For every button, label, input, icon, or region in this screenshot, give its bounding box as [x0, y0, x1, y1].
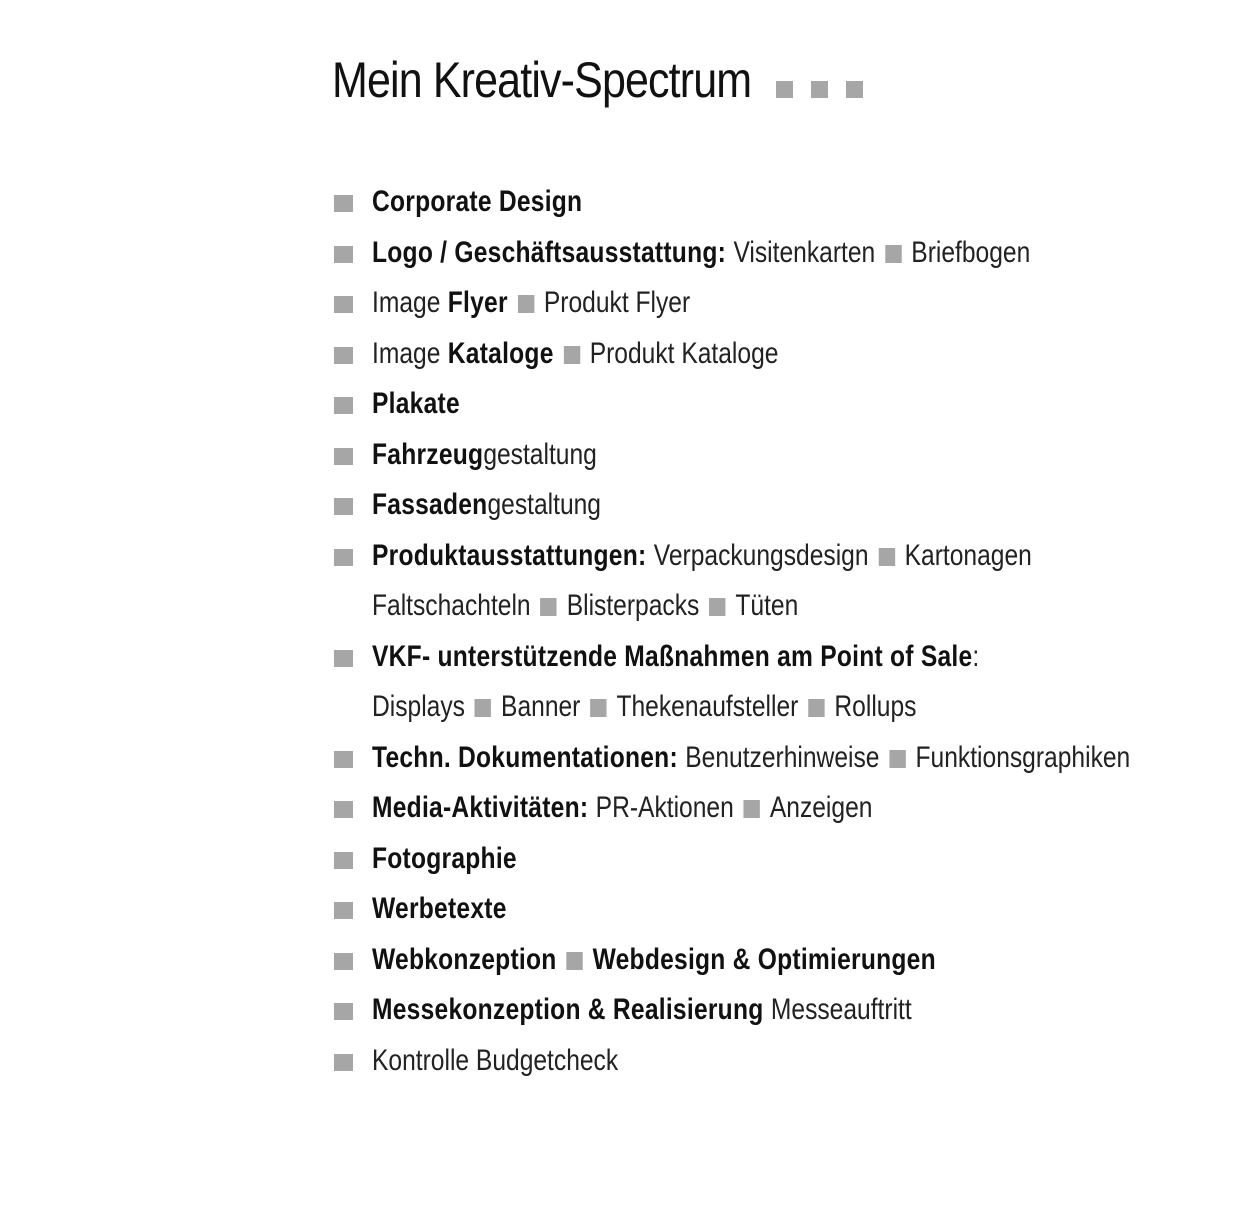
- square-bullet-icon: [334, 296, 353, 313]
- page-title: Mein Kreativ-Spectrum: [332, 52, 752, 108]
- square-icon: [776, 81, 793, 98]
- item-detail: Messeauftritt: [770, 993, 912, 1026]
- list-item-text: [372, 992, 912, 1028]
- list-item: [334, 378, 1234, 429]
- list-item: [334, 833, 1234, 884]
- list-item: [334, 479, 1234, 530]
- square-separator-icon: [590, 699, 606, 717]
- square-separator-icon: [744, 800, 760, 818]
- item-detail: Produkt Kataloge: [589, 336, 779, 370]
- item-detail: Displays: [372, 690, 465, 723]
- square-bullet-icon: [334, 498, 353, 515]
- list-item: [334, 580, 1234, 631]
- square-separator-icon: [518, 295, 534, 313]
- square-bullet-icon: [334, 448, 353, 465]
- item-suffix: gestaltung: [483, 437, 597, 471]
- item-detail: Tüten: [735, 589, 799, 622]
- list-item-text: [372, 336, 778, 372]
- square-bullet-icon: [334, 1003, 353, 1020]
- square-bullet-icon: [334, 801, 353, 818]
- item-detail: Banner: [501, 690, 581, 723]
- square-bullet-icon: [334, 397, 353, 414]
- list-item: [334, 631, 1234, 682]
- item-suffix: :: [972, 639, 980, 673]
- list-item: [334, 227, 1234, 278]
- square-bullet-icon: [334, 852, 353, 869]
- list-item: [334, 530, 1234, 581]
- item-heading: Webdesign & Optimierungen: [592, 942, 936, 976]
- item-detail: Visitenkarten: [733, 235, 876, 269]
- list-item-text: [372, 689, 916, 725]
- item-detail: Benutzerhinweise: [685, 740, 880, 774]
- list-item-text: [372, 942, 936, 978]
- square-icon: [846, 81, 863, 98]
- list-item-text: [372, 841, 517, 877]
- square-separator-icon: [889, 750, 905, 768]
- services-list: [334, 176, 1234, 1085]
- square-separator-icon: [563, 346, 579, 364]
- list-item: [334, 277, 1234, 328]
- list-item: [334, 782, 1234, 833]
- square-separator-icon: [885, 245, 901, 263]
- item-detail: Anzeigen: [769, 791, 873, 824]
- item-heading: Fassaden: [372, 488, 488, 521]
- list-item: [334, 934, 1234, 985]
- item-prefix: Image: [372, 286, 441, 319]
- title-dots: [776, 81, 863, 98]
- list-item: [334, 681, 1234, 732]
- list-item-text: [372, 235, 1030, 271]
- list-item-text: [372, 891, 507, 927]
- item-detail: Faltschachteln: [372, 589, 531, 622]
- item-heading: Logo / Geschäftsausstattung:: [372, 235, 727, 269]
- item-heading: Fotographie: [372, 841, 517, 875]
- list-item: [334, 883, 1234, 934]
- square-separator-icon: [808, 699, 824, 717]
- item-detail: PR-Aktionen: [595, 791, 734, 824]
- item-prefix: Image: [372, 336, 441, 370]
- item-heading: Plakate: [372, 387, 460, 420]
- item-detail: Blisterpacks: [566, 589, 700, 622]
- item-detail: Verpackungsdesign: [653, 538, 869, 572]
- square-bullet-icon: [334, 1054, 353, 1071]
- item-detail: Thekenaufsteller: [616, 690, 799, 723]
- list-item-text: [372, 538, 1032, 574]
- list-item: [334, 1035, 1234, 1086]
- square-bullet-icon: [334, 347, 353, 364]
- square-separator-icon: [475, 699, 491, 717]
- item-plain: Kontrolle Budgetcheck: [372, 1043, 619, 1077]
- list-item-text: [372, 790, 872, 826]
- list-item-text: [372, 740, 1130, 776]
- list-item-text: [372, 184, 582, 220]
- item-heading: Kataloge: [447, 336, 554, 370]
- item-heading: VKF- unterstützende Maßnahmen am Point of Sale: [372, 639, 973, 673]
- list-item-text: [372, 285, 690, 321]
- item-heading: Fahrzeug: [372, 437, 484, 471]
- square-icon: [811, 81, 828, 98]
- square-bullet-icon: [334, 902, 353, 919]
- item-heading: Media-Aktivitäten:: [372, 791, 589, 824]
- list-item-text: [372, 386, 460, 422]
- item-heading: Webkonzeption: [372, 942, 557, 976]
- list-item-text: [372, 639, 979, 675]
- item-detail: Rollups: [834, 690, 917, 723]
- square-separator-icon: [878, 548, 894, 566]
- list-item: [334, 429, 1234, 480]
- list-item: [334, 732, 1234, 783]
- item-heading: Corporate Design: [372, 185, 583, 218]
- item-heading: Produktausstattungen:: [372, 538, 647, 572]
- list-item-text: [372, 487, 601, 523]
- list-item-text: [372, 1043, 618, 1079]
- item-detail: Briefbogen: [911, 235, 1031, 269]
- item-heading: Flyer: [447, 286, 508, 319]
- square-separator-icon: [709, 598, 725, 616]
- square-bullet-icon: [334, 650, 353, 667]
- list-item: [334, 176, 1234, 227]
- square-bullet-icon: [334, 549, 353, 566]
- square-bullet-icon: [334, 953, 353, 970]
- item-detail: Produkt Flyer: [543, 286, 691, 319]
- square-separator-icon: [540, 598, 556, 616]
- square-bullet-icon: [334, 751, 353, 768]
- item-heading: Techn. Dokumentationen:: [372, 740, 678, 774]
- item-detail: Funktionsgraphiken: [915, 740, 1131, 774]
- list-item-text: [372, 588, 798, 624]
- square-separator-icon: [566, 952, 582, 970]
- list-item-text: [372, 437, 597, 473]
- item-detail: Kartonagen: [904, 538, 1032, 572]
- square-bullet-icon: [334, 195, 353, 212]
- title-row: [332, 50, 820, 110]
- square-bullet-icon: [334, 246, 353, 263]
- item-heading: Werbetexte: [372, 892, 507, 925]
- list-item: [334, 328, 1234, 379]
- list-item: [334, 984, 1234, 1035]
- item-suffix: gestaltung: [487, 488, 601, 521]
- item-heading: Messekonzeption & Realisierung: [372, 993, 764, 1026]
